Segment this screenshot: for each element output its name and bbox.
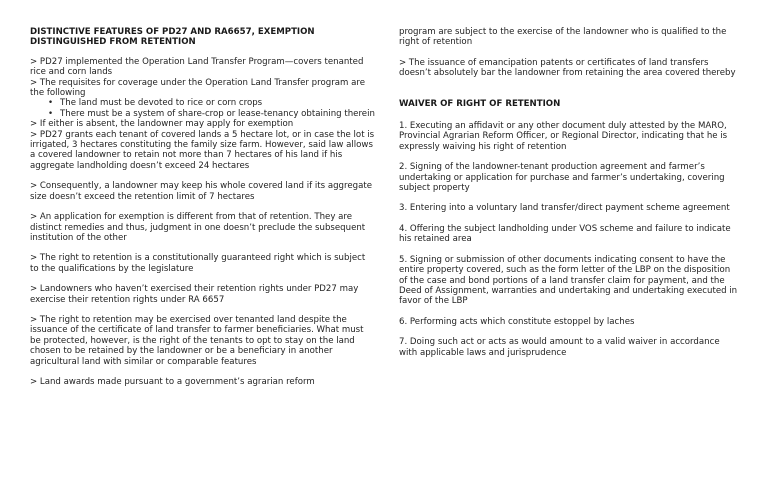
paragraph-pd27-implementation: > PD27 implemented the Operation Land Transfer Program—covers tenanted rice and corn lands (30, 56, 364, 78)
paragraph-exemption: > If either is absent, the landowner may apply for exemption (30, 119, 294, 130)
paragraph-hectare-grant: > PD27 grants each tenant of covered lands a 5 hectare lot, or in case the lot is irrigated, 3 hectares constituting the family size farm. However, said law allows a covered landowner to retain not more than 7 hectares of his land if his aggregate landholding doesn’t exceed 24 hectares (30, 129, 375, 171)
section-heading-distinctive-features: DISTINCTIVE FEATURES OF PD27 AND RA6657, EXEMPTION DISTINGUISHED FROM RETENTION (30, 27, 315, 48)
left-column (30, 27, 375, 397)
paragraph-ra6657-retention: > Landowners who haven’t exercised their retention rights under PD27 may exercise their retention rights under RA 6657 (30, 284, 359, 305)
waiver-item: 2. Signing of the landowner-tenant production agreement and farmer’s undertaking or application for purchase and farmer’s undertaking, covering subject property (399, 162, 725, 194)
waiver-item: 5. Signing or submission of other documents indicating consent to have the entire property covered, such as the form letter of the LBP on the disposition of the case and bond portions of a land transfer claim for payment, and the Deed of Assignment, warranties and undertaking and undertaking executed in favor of the LBP (399, 254, 738, 307)
waiver-item: 4. Offering the subject landholding under VOS scheme and failure to indicate his retained area (399, 223, 731, 245)
list-item: • The land must be devoted to rice or corn crops (60, 98, 375, 108)
spacer (399, 89, 739, 95)
waiver-item: 6. Performing acts which constitute estoppel by laches (399, 316, 635, 327)
requisites-list (30, 98, 375, 119)
waiver-item: 1. Executing an affidavit or any other document duly attested by the MARO, Provincial Agrarian Reform Officer, or Regional Director, indicating that he is expressly waiving his right of retention (399, 121, 728, 152)
paragraph-requisites: > The requisites for coverage under the Operation Land Transfer program are the following (30, 77, 365, 99)
section-heading-waiver: WAIVER OF RIGHT OF RETENTION (399, 98, 561, 109)
paragraph-exemption-vs-retention: > An application for exemption is different from that of retention. They are distinct remedies and thus, judgment in one doesn’t preclude the subsequent institution of the other (30, 212, 366, 243)
paragraph-land-awards-continued: program are subject to the exercise of the landowner who is qualified to the right of retention (399, 27, 727, 48)
paragraph-constitutional-right: > The right to retention is a constitutionally guaranteed right which is subject to the qualifications by the legislature (30, 253, 366, 274)
paragraph-consequently: > Consequently, a landowner may keep his whole covered land if its aggregate size doesn’t exceed the retention limit of 7 hectares (30, 181, 373, 202)
paragraph-emancipation-patents: > The issuance of emancipation patents or certificates of land transfers doesn’t absolutely bar the landowner from retaining the area covered thereby (399, 57, 736, 79)
waiver-item: 3. Entering into a voluntary land transfer/direct payment scheme agreement (399, 203, 730, 214)
list-item: • There must be a system of share-crop or lease-tenancy obtaining therein (60, 109, 375, 119)
paragraph-land-awards: > Land awards made pursuant to a government’s agrarian reform (30, 376, 315, 387)
right-column (399, 27, 739, 368)
paragraph-tenanted-land: > The right to retention may be exercised over tenanted land despite the issuance of the certificate of land transfer to farmer beneficiaries. What must be protected, however, is the right of the tenants to opt to stay on the land chosen to be retained by the landowner or be a beneficiary in another agricultural land with similar or comparable features (30, 314, 364, 367)
waiver-item: 7. Doing such act or acts as would amount to a valid waiver in accordance with applicable laws and jurisprudence (399, 337, 720, 358)
